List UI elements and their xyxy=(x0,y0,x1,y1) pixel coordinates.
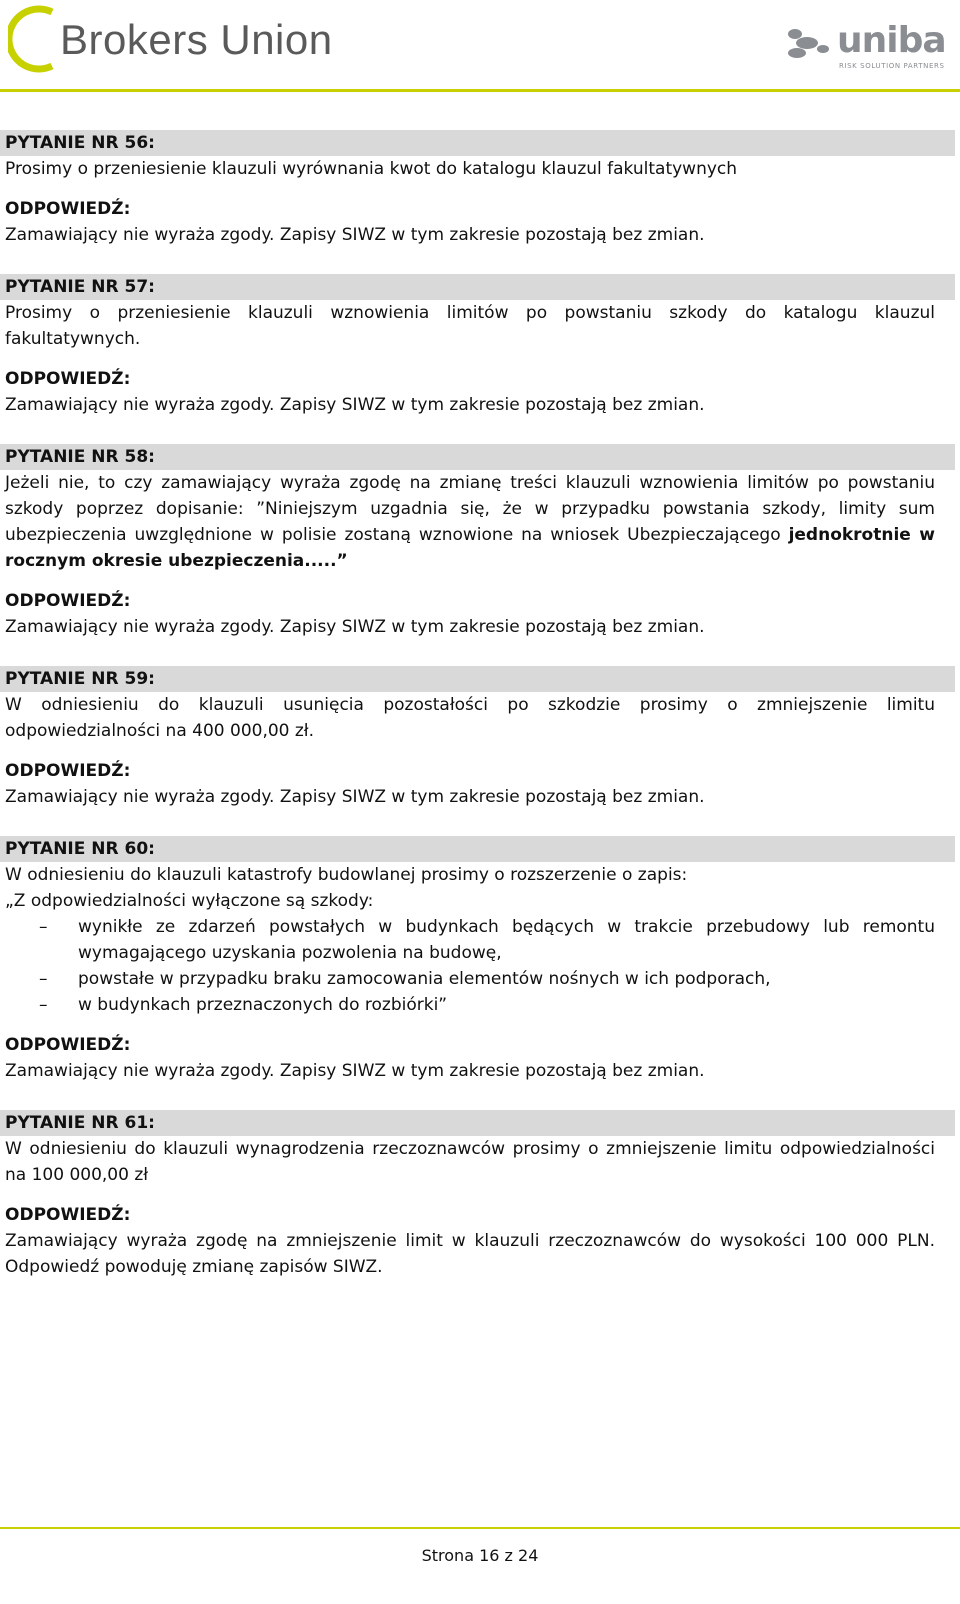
question-block xyxy=(5,1110,935,1280)
answer-label: ODPOWIEDŹ: xyxy=(5,591,131,611)
question-title: PYTANIE NR 58: xyxy=(0,444,955,470)
answer-label: ODPOWIEDŹ: xyxy=(5,199,131,219)
question-title: PYTANIE NR 60: xyxy=(0,836,955,862)
uniba-tagline: RISK SOLUTION PARTNERS xyxy=(839,62,945,70)
question-text: Prosimy o przeniesienie klauzuli wyrównania kwot do katalogu klauzul fakultatywnych xyxy=(5,159,738,179)
dash-bullet-icon: – xyxy=(39,917,48,937)
answer-text: Zamawiający nie wyraża zgody. Zapisy SIWZ w tym zakresie pozostają bez zmian. xyxy=(5,787,705,807)
exclusion-list xyxy=(5,914,935,1018)
brokers-union-logo-text: Brokers Union xyxy=(60,16,333,63)
question-block xyxy=(5,274,935,418)
brokers-union-c-mark-icon xyxy=(8,4,58,74)
dash-bullet-icon: – xyxy=(39,995,48,1015)
question-title: PYTANIE NR 61: xyxy=(0,1110,955,1136)
answer-label: ODPOWIEDŹ: xyxy=(5,1035,131,1055)
answer-label: ODPOWIEDŹ: xyxy=(5,761,131,781)
answer-label: ODPOWIEDŹ: xyxy=(5,369,131,389)
question-block xyxy=(5,836,935,1084)
list-item: – wynikłe ze zdarzeń powstałych w budynkach będących w trakcie przebudowy lub remontu wymagającego uzyskania pozwolenia na budowę, xyxy=(5,914,935,966)
question-text: W odniesieniu do klauzuli katastrofy budowlanej prosimy o rozszerzenie o zapis: xyxy=(5,865,688,885)
answer-text: Zamawiający nie wyraża zgody. Zapisy SIWZ w tym zakresie pozostają bez zmian. xyxy=(5,395,705,415)
question-title: PYTANIE NR 56: xyxy=(0,130,955,156)
answer-text: Zamawiający nie wyraża zgody. Zapisy SIWZ w tym zakresie pozostają bez zmian. xyxy=(5,225,705,245)
question-block xyxy=(5,666,935,810)
question-text: W odniesieniu do klauzuli wynagrodzenia rzeczoznawców prosimy o zmniejszenie limitu odpowiedzialności na 100 000,00 zł xyxy=(5,1139,935,1185)
question-block xyxy=(5,130,935,248)
question-text: Prosimy o przeniesienie klauzuli wznowienia limitów po powstaniu szkody do katalogu klauzul fakultatywnych. xyxy=(5,303,935,349)
question-text-bold: jednokrotnie w rocznym okresie ubezpieczenia.....” xyxy=(5,525,936,571)
page-header xyxy=(0,0,960,92)
uniba-bubbles-icon xyxy=(785,26,835,62)
question-title: PYTANIE NR 59: xyxy=(0,666,955,692)
uniba-logo xyxy=(785,20,955,70)
answer-label: ODPOWIEDŹ: xyxy=(5,1205,131,1225)
question-block xyxy=(5,444,935,640)
question-text-main: Jeżeli nie, to czy zamawiający wyraża zgodę na zmianę treści klauzuli wznowienia limitów po powstaniu szkody poprzez dopisanie: ”Niniejszym uzgadnia się, że w przypadku powstania szkody, limity sum ubezpieczenia uwzględnione w polisie zostaną wznowione na wniosek Ubezpieczającego xyxy=(5,473,935,545)
uniba-logo-text: uniba xyxy=(837,20,946,61)
footer-divider xyxy=(0,1527,960,1529)
dash-bullet-icon: – xyxy=(39,969,48,989)
header-divider xyxy=(0,89,960,92)
answer-text: Zamawiający wyraża zgodę na zmniejszenie limit w klauzuli rzeczoznawców do wysokości 100 000 PLN. Odpowiedź powoduję zmianę zapisów SIWZ. xyxy=(5,1231,935,1277)
page-number: Strona 16 z 24 xyxy=(421,1546,539,1565)
list-item: – powstałe w przypadku braku zamocowania elementów nośnych w ich podporach, xyxy=(5,966,935,992)
answer-text: Zamawiający nie wyraża zgody. Zapisy SIWZ w tym zakresie pozostają bez zmian. xyxy=(5,617,705,637)
brokers-union-logo xyxy=(8,4,333,76)
list-item: – w budynkach przeznaczonych do rozbiórki” xyxy=(5,992,935,1018)
answer-text: Zamawiający nie wyraża zgody. Zapisy SIWZ w tym zakresie pozostają bez zmian. xyxy=(5,1061,705,1081)
question-text xyxy=(5,470,935,574)
question-title: PYTANIE NR 57: xyxy=(0,274,955,300)
question-text: W odniesieniu do klauzuli usunięcia pozostałości po szkodzie prosimy o zmniejszenie limitu odpowiedzialności na 400 000,00 zł. xyxy=(5,695,935,741)
document-body xyxy=(5,130,935,1306)
question-quote: „Z odpowiedzialności wyłączone są szkody: xyxy=(5,891,374,911)
